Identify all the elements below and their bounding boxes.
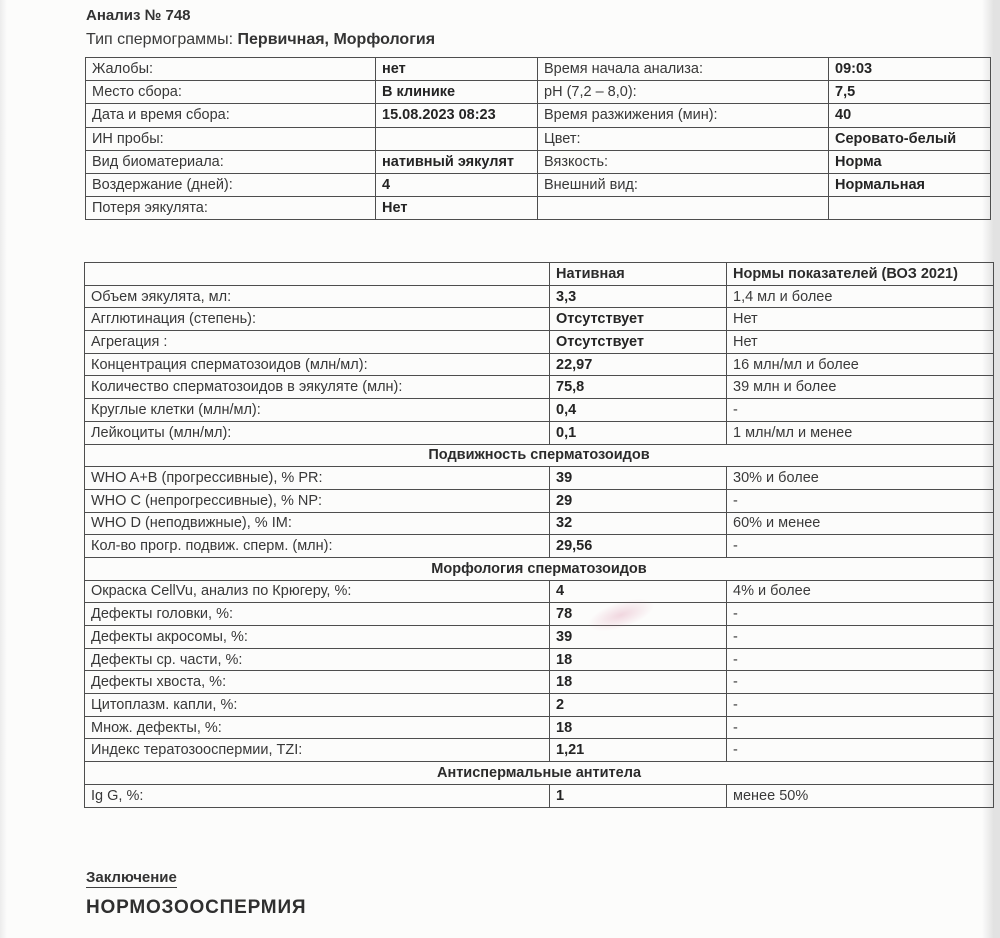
param-name: WHO C (непрогрессивные), % NP: xyxy=(85,489,550,512)
param-name: Дефекты хвоста, %: xyxy=(85,671,550,694)
info-label: Воздержание (дней): xyxy=(86,173,376,196)
param-norm: - xyxy=(727,694,994,717)
scan-left-edge xyxy=(0,0,7,938)
param-name: Агрегация : xyxy=(85,331,550,354)
param-norm: - xyxy=(727,626,994,649)
param-name: Круглые клетки (млн/мл): xyxy=(85,399,550,422)
info-row xyxy=(86,104,991,127)
result-row xyxy=(85,626,994,649)
result-row xyxy=(85,535,994,558)
section-title: Подвижность сперматозоидов xyxy=(85,444,994,467)
results-table xyxy=(84,262,994,808)
info-label: Дата и время сбора: xyxy=(86,104,376,127)
param-value: 22,97 xyxy=(550,353,727,376)
info-row xyxy=(86,173,991,196)
param-norm: - xyxy=(727,489,994,512)
info-row xyxy=(86,58,991,81)
param-name: Количество сперматозоидов в эякуляте (млн): xyxy=(85,376,550,399)
result-row xyxy=(85,580,994,603)
param-norm: 4% и более xyxy=(727,580,994,603)
param-value: 18 xyxy=(550,648,727,671)
result-row xyxy=(85,285,994,308)
info-label: ИН пробы: xyxy=(86,127,376,150)
param-value: 29 xyxy=(550,489,727,512)
result-row xyxy=(85,694,994,717)
info-value: В клинике xyxy=(376,81,538,104)
param-norm: 60% и менее xyxy=(727,512,994,535)
param-norm: - xyxy=(727,603,994,626)
param-norm: - xyxy=(727,739,994,762)
results-table-body xyxy=(85,285,994,807)
info-value: 7,5 xyxy=(829,81,991,104)
param-norm: - xyxy=(727,648,994,671)
info-label: Вид биоматериала: xyxy=(86,150,376,173)
param-value: 75,8 xyxy=(550,376,727,399)
info-row xyxy=(86,127,991,150)
result-row xyxy=(85,399,994,422)
info-label: Жалобы: xyxy=(86,58,376,81)
param-name: WHO A+B (прогрессивные), % PR: xyxy=(85,467,550,490)
param-norm: 16 млн/мл и более xyxy=(727,353,994,376)
result-row xyxy=(85,739,994,762)
result-row xyxy=(85,648,994,671)
info-value: Серовато-белый xyxy=(829,127,991,150)
info-value xyxy=(829,197,991,220)
param-value: Отсутствует xyxy=(550,331,727,354)
param-norm: 1 млн/мл и менее xyxy=(727,421,994,444)
info-label: Время разжижения (мин): xyxy=(538,104,829,127)
section-title: Антиспермальные антитела xyxy=(85,762,994,785)
param-name: Лейкоциты (млн/мл): xyxy=(85,421,550,444)
param-value: 29,56 xyxy=(550,535,727,558)
analysis-number: Анализ № 748 xyxy=(86,7,191,24)
param-value: 4 xyxy=(550,580,727,603)
info-value: Нет xyxy=(376,197,538,220)
info-label: Цвет: xyxy=(538,127,829,150)
info-row xyxy=(86,197,991,220)
section-row xyxy=(85,762,994,785)
spermogram-type-line xyxy=(86,31,435,49)
section-row xyxy=(85,557,994,580)
param-name: WHO D (неподвижные), % IM: xyxy=(85,512,550,535)
param-value: 18 xyxy=(550,716,727,739)
param-name: Ig G, %: xyxy=(85,784,550,807)
param-norm: 39 млн и более xyxy=(727,376,994,399)
param-name: Кол-во прогр. подвиж. сперм. (млн): xyxy=(85,535,550,558)
param-norm: Нет xyxy=(727,331,994,354)
param-name: Объем эякулята, мл: xyxy=(85,285,550,308)
result-row xyxy=(85,331,994,354)
results-header-row xyxy=(85,263,994,286)
results-header-empty xyxy=(85,263,550,286)
results-header: Нативная xyxy=(550,263,727,286)
param-name: Дефекты головки, %: xyxy=(85,603,550,626)
results-header: Нормы показателей (ВОЗ 2021) xyxy=(727,263,994,286)
info-value: нативный эякулят xyxy=(376,150,538,173)
result-row xyxy=(85,784,994,807)
info-label xyxy=(538,197,829,220)
param-value: 0,4 xyxy=(550,399,727,422)
info-label: Вязкость: xyxy=(538,150,829,173)
info-label: Внешний вид: xyxy=(538,173,829,196)
param-value: 39 xyxy=(550,467,727,490)
section-title: Морфология сперматозоидов xyxy=(85,557,994,580)
param-value: 32 xyxy=(550,512,727,535)
result-row xyxy=(85,421,994,444)
info-table xyxy=(85,57,991,220)
param-norm: - xyxy=(727,399,994,422)
param-value: 1,21 xyxy=(550,739,727,762)
param-name: Концентрация сперматозоидов (млн/мл): xyxy=(85,353,550,376)
info-value: 09:03 xyxy=(829,58,991,81)
info-label: Время начала анализа: xyxy=(538,58,829,81)
result-row xyxy=(85,716,994,739)
result-row xyxy=(85,603,994,626)
param-name: Дефекты ср. части, %: xyxy=(85,648,550,671)
info-value: 4 xyxy=(376,173,538,196)
param-value: Отсутствует xyxy=(550,308,727,331)
results-table-head xyxy=(85,263,994,286)
info-value: 15.08.2023 08:23 xyxy=(376,104,538,127)
info-value xyxy=(376,127,538,150)
result-row xyxy=(85,376,994,399)
info-row xyxy=(86,150,991,173)
param-norm: - xyxy=(727,671,994,694)
result-row xyxy=(85,489,994,512)
param-value: 1 xyxy=(550,784,727,807)
conclusion-value: НОРМОЗООСПЕРМИЯ xyxy=(86,897,307,918)
param-norm: менее 50% xyxy=(727,784,994,807)
param-name: Агглютинация (степень): xyxy=(85,308,550,331)
param-value: 2 xyxy=(550,694,727,717)
param-value: 18 xyxy=(550,671,727,694)
param-value: 78 xyxy=(550,603,727,626)
param-norm: - xyxy=(727,535,994,558)
info-row xyxy=(86,81,991,104)
info-value: нет xyxy=(376,58,538,81)
result-row xyxy=(85,308,994,331)
result-row xyxy=(85,671,994,694)
param-name: Цитоплазм. капли, %: xyxy=(85,694,550,717)
param-value: 0,1 xyxy=(550,421,727,444)
spermogram-type-value: Первичная, Морфология xyxy=(237,31,436,48)
param-name: Дефекты акросомы, %: xyxy=(85,626,550,649)
param-value: 3,3 xyxy=(550,285,727,308)
param-norm: 30% и более xyxy=(727,467,994,490)
param-name: Индекс тератозооспермии, TZI: xyxy=(85,739,550,762)
param-name: Множ. дефекты, %: xyxy=(85,716,550,739)
info-label: pH (7,2 – 8,0): xyxy=(538,81,829,104)
result-row xyxy=(85,353,994,376)
param-norm: - xyxy=(727,716,994,739)
param-norm: 1,4 мл и более xyxy=(727,285,994,308)
info-table-body xyxy=(86,58,991,220)
result-row xyxy=(85,512,994,535)
param-value: 39 xyxy=(550,626,727,649)
spermogram-type-label: Тип спермограммы: xyxy=(86,31,234,48)
info-value: 40 xyxy=(829,104,991,127)
result-row xyxy=(85,467,994,490)
section-row xyxy=(85,444,994,467)
param-name: Окраска CellVu, анализ по Крюгеру, %: xyxy=(85,580,550,603)
info-value: Норма xyxy=(829,150,991,173)
conclusion-label: Заключение xyxy=(86,869,177,886)
info-label: Потеря эякулята: xyxy=(86,197,376,220)
param-norm: Нет xyxy=(727,308,994,331)
info-value: Нормальная xyxy=(829,173,991,196)
info-label: Место сбора: xyxy=(86,81,376,104)
